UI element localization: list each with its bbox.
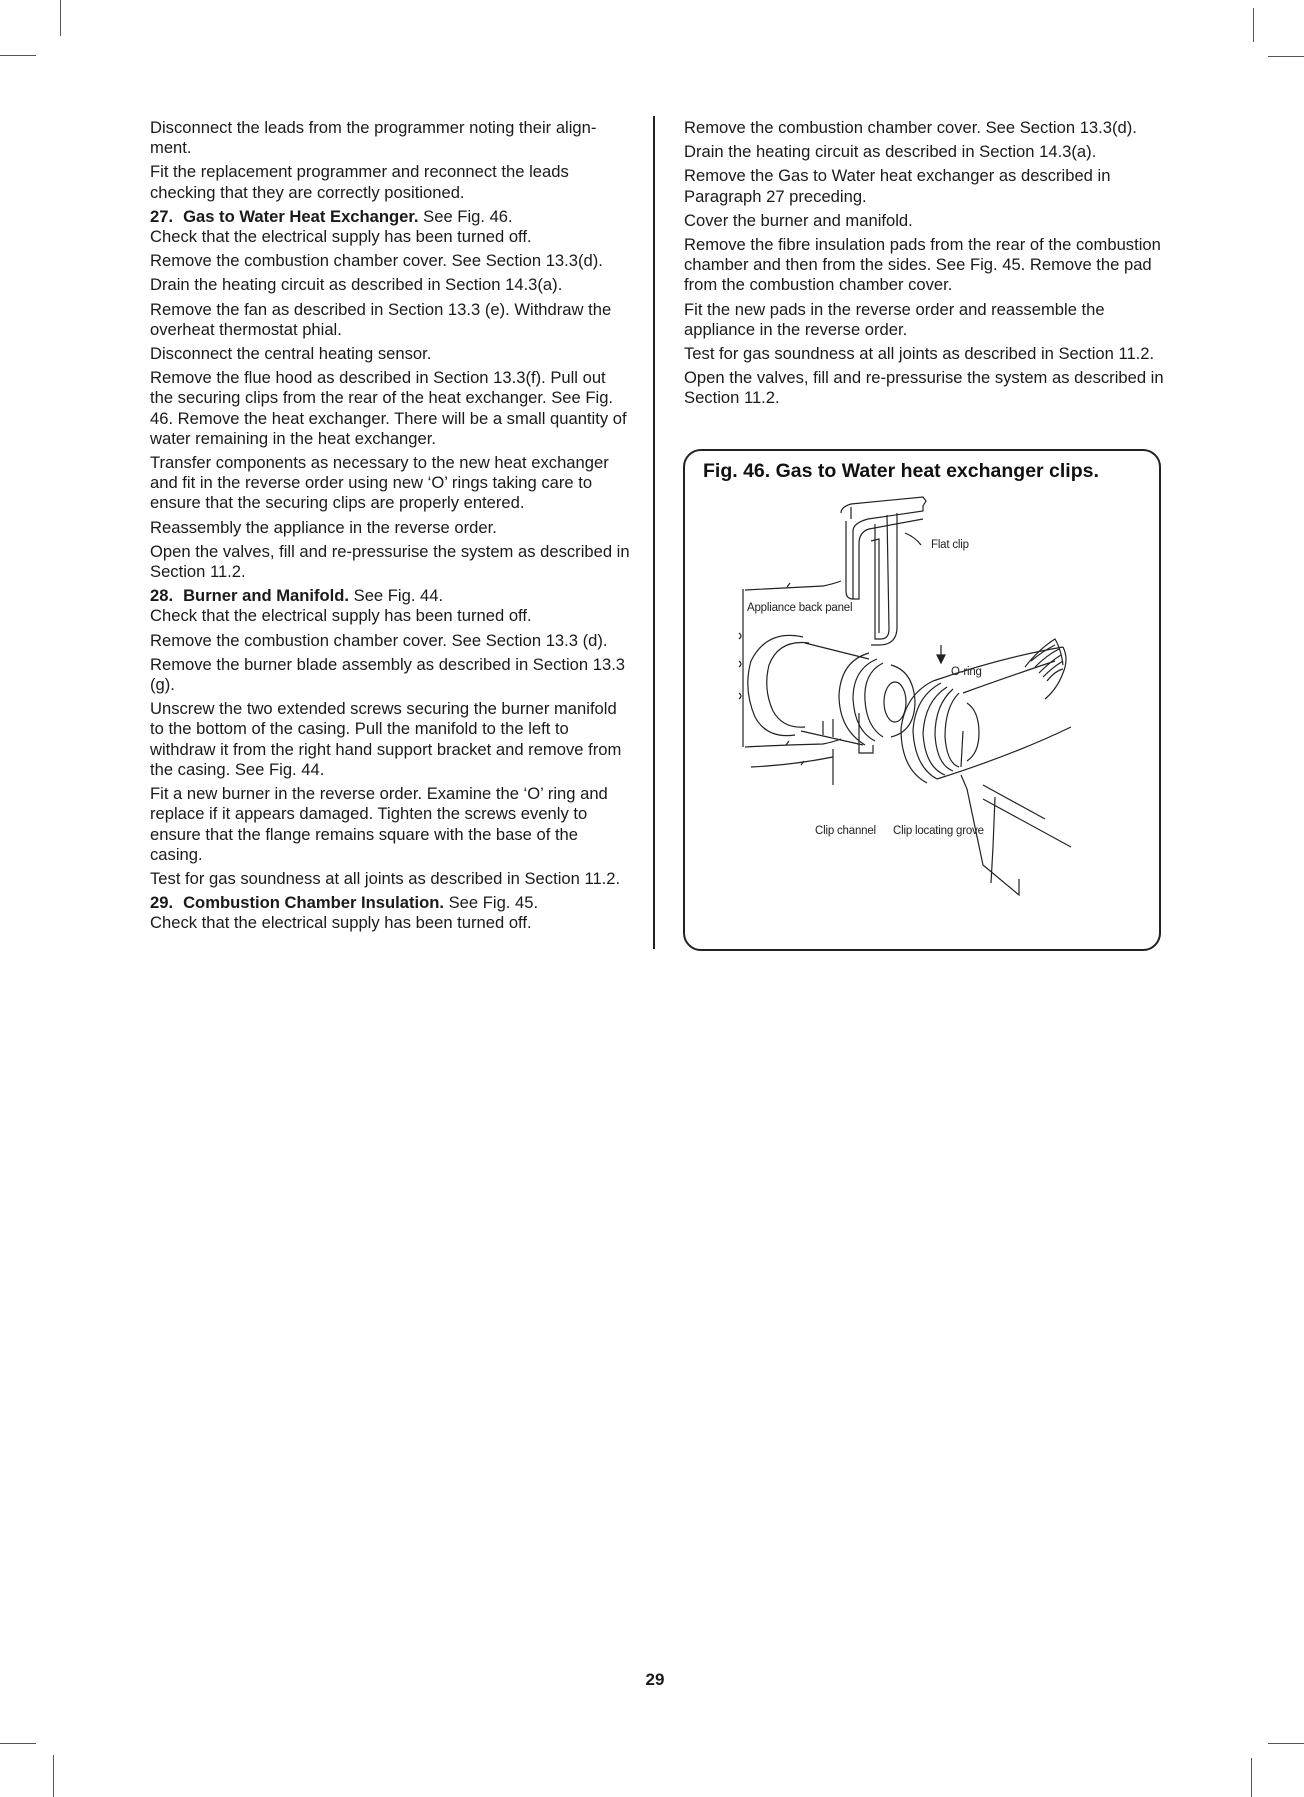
section-number: 29. — [150, 893, 174, 913]
label-clip-channel: Clip channel — [815, 825, 876, 837]
paragraph: Test for gas soundness at all joints as described in Section 11.2. — [150, 868, 621, 888]
paragraph: Remove the Gas to Water heat exchanger as described in Paragraph 27 preceding. — [684, 166, 1111, 206]
paragraph: Reassembly the appliance in the reverse order. — [150, 517, 497, 537]
section-number: 27. — [150, 206, 174, 226]
paragraph: Check that the electrical supply has been turned off. — [150, 913, 532, 933]
paragraph: Remove the fan as described in Section 13.3 (e). Withdraw the overheat thermostat phial. — [150, 299, 612, 339]
paragraph: Check that the electrical supply has been turned off. — [150, 606, 532, 626]
crop-mark — [1253, 8, 1254, 42]
figure-46 — [683, 449, 1159, 949]
paragraph: Test for gas soundness at all joints as described in Section 11.2. — [684, 344, 1155, 364]
paragraph: Check that the electrical supply has been turned off. — [150, 227, 532, 247]
column-divider — [653, 116, 655, 949]
paragraph: Open the valves, fill and re-pressurise the system as described in Section 11.2. — [684, 368, 1164, 408]
paragraph: Remove the flue hood as described in Section 13.3(f). Pull out the securing clips from the rear of the heat exchanger. See Fig. 46. Remove the heat exchanger. There will be a small quantity of water remaining in the heat exchanger. — [150, 368, 627, 448]
paragraph: Remove the combustion chamber cover. See Section 13.3(d). — [684, 118, 1137, 137]
section-number: 28. — [150, 586, 174, 606]
paragraph: Remove the combustion chamber cover. See Section 13.3(d). — [150, 251, 603, 271]
section-29-heading — [150, 893, 630, 913]
crop-mark — [1251, 1758, 1252, 1797]
left-column — [150, 118, 630, 938]
page-number: 29 — [645, 1670, 665, 1689]
paragraph: Disconnect the leads from the programmer noting their align-ment. — [150, 118, 597, 158]
label-appliance-back-panel: Appliance back panel — [747, 602, 853, 614]
paragraph: Remove the fibre insulation pads from the rear of the combustion chamber and then from the sides. See Fig. 45. Remove the pad from the combustion chamber cover. — [684, 235, 1161, 295]
label-clip-locating-grove: Clip locating grove — [893, 825, 984, 837]
figure-reference: See Fig. 44. — [353, 586, 444, 606]
label-flat-clip: Flat clip — [931, 539, 969, 551]
paragraph: Fit the replacement programmer and reconnect the leads checking that they are correctly positioned. — [150, 162, 569, 202]
section-28-heading — [150, 586, 630, 606]
crop-mark — [53, 1755, 54, 1797]
crop-mark — [1268, 1743, 1304, 1744]
paragraph: Unscrew the two extended screws securing the burner manifold to the bottom of the casing. Pull the manifold to the left to withdraw it from the right hand support bracket and remove from the casing. See Fig. 44. — [150, 699, 622, 779]
section-27-heading — [150, 207, 630, 227]
section-title: Gas to Water Heat Exchanger. — [183, 206, 419, 226]
paragraph: Remove the burner blade assembly as described in Section 13.3 (g). — [150, 654, 626, 695]
paragraph: Transfer components as necessary to the new heat exchanger and fit in the reverse order using new ‘O’ rings taking care to ensure that the securing clips are properly entered. — [150, 453, 609, 513]
section-title: Combustion Chamber Insulation. — [183, 893, 444, 913]
paragraph: Fit a new burner in the reverse order. Examine the ‘O’ ring and replace if it appears damaged. Tighten the screws evenly to ensure that the flange remains square with the base of the casing. — [150, 784, 608, 864]
crop-mark — [0, 55, 36, 56]
paragraph: Drain the heating circuit as described in Section 14.3(a). — [150, 275, 563, 295]
paragraph: Drain the heating circuit as described in Section 14.3(a). — [684, 142, 1097, 162]
paragraph: Open the valves, fill and re-pressurise the system as described in Section 11.2. — [150, 541, 630, 582]
paragraph: Fit the new pads in the reverse order and reassemble the appliance in the reverse order. — [684, 299, 1105, 339]
heat-exchanger-clip-diagram — [683, 449, 1159, 949]
figure-title: Fig. 46. Gas to Water heat exchanger clips. — [703, 460, 1099, 482]
label-o-ring: O-ring — [951, 666, 982, 678]
section-title: Burner and Manifold. — [183, 586, 350, 606]
right-column — [684, 118, 1164, 413]
paragraph: Remove the combustion chamber cover. See Section 13.3 (d). — [150, 630, 608, 650]
figure-reference: See Fig. 46. — [423, 206, 513, 226]
crop-mark — [60, 0, 61, 36]
paragraph: Cover the burner and manifold. — [684, 210, 913, 230]
figure-reference: See Fig. 45. — [448, 893, 539, 913]
paragraph: Disconnect the central heating sensor. — [150, 344, 432, 364]
crop-mark — [1268, 56, 1304, 57]
crop-mark — [0, 1743, 36, 1744]
